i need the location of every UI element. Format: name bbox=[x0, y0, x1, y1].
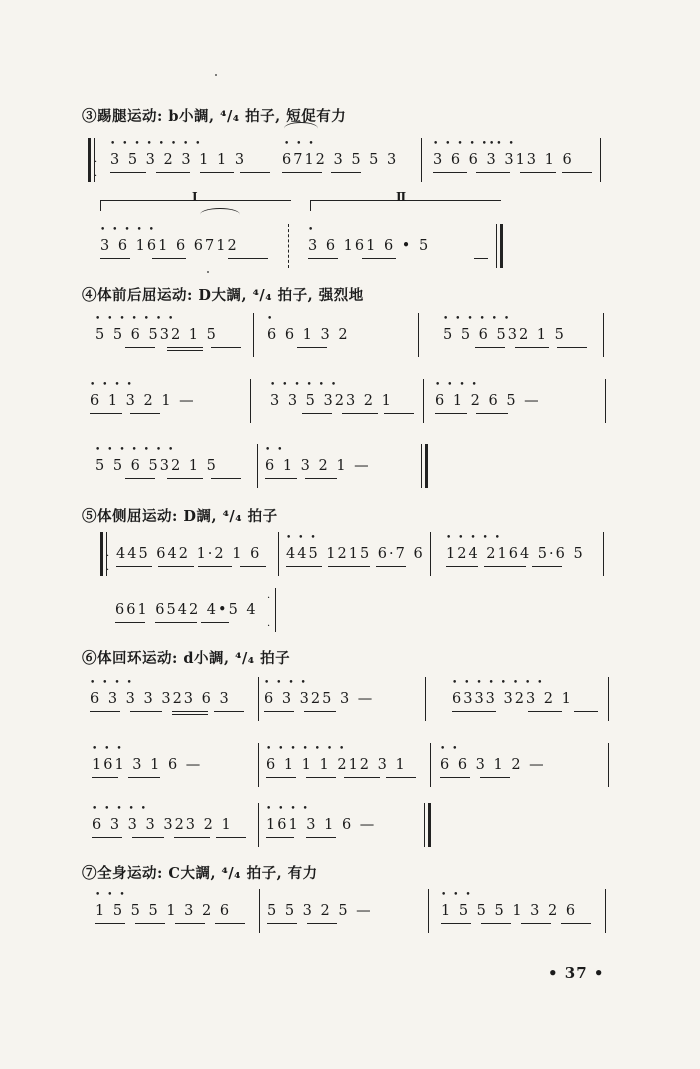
bar-line bbox=[288, 224, 289, 268]
staff-line-5-1: · · 445 642 1·2 1 6 • • • 445 1215 6·7 6 • • • • • 124 2164 5·6 5 bbox=[100, 546, 610, 626]
measure: 6 3 325 3 — bbox=[264, 691, 375, 707]
scan-speck bbox=[207, 271, 209, 273]
section-heading-5: ⑤体侧屈运动: D調, ⁴/₄ 拍子 bbox=[82, 508, 278, 525]
bar-line bbox=[608, 743, 609, 787]
bar-line bbox=[428, 889, 429, 933]
measure: 3 6 6 3 313 1 6 bbox=[433, 152, 574, 168]
section-heading-7: ⑦全身运动: C大調, ⁴/₄ 拍子, 有力 bbox=[82, 865, 318, 882]
measure: 161 3 1 6 — bbox=[92, 757, 203, 773]
measure: 6 6 1 3 2 bbox=[267, 327, 350, 343]
staff-line-7-1: • • • 1 5 5 5 1 3 2 6 5 5 3 2 5 — • • • 1 5 5 5 1 3 2 6 bbox=[95, 903, 615, 983]
bar-line bbox=[603, 532, 604, 576]
end-bar bbox=[496, 224, 497, 268]
measure: 6 3 3 3 323 6 3 bbox=[90, 691, 231, 707]
measure: 1 5 5 5 1 3 2 6 bbox=[441, 903, 578, 919]
measure: 6 6 3 1 2 — bbox=[440, 757, 546, 773]
page-number: • 37 • bbox=[548, 964, 605, 982]
repeat-start-bar bbox=[100, 532, 103, 576]
staff-line-6-1: • • • • 6 3 3 3 323 6 3 • • • • 6 3 325 3 — • • • • • • • • 6333 323 2 1 bbox=[90, 691, 610, 771]
end-bar bbox=[421, 444, 422, 488]
measure: 445 642 1·2 1 6 bbox=[116, 546, 262, 562]
bar-line bbox=[253, 313, 254, 357]
section-heading-3: ③踢腿运动: b小調, ⁴/₄ 拍子, 短促有力 bbox=[82, 108, 347, 125]
measure: 6 1 3 2 1 — bbox=[265, 458, 371, 474]
measure: 3 5 3 2 3 1 1 3 bbox=[110, 152, 247, 168]
end-bar bbox=[424, 803, 425, 847]
staff-line-6-3: • • • • • 6 3 3 3 323 2 1 • • • • 161 3 1 6 — bbox=[92, 817, 452, 897]
bar-line bbox=[600, 138, 601, 182]
staff-line-4-3: • • • • • • • 5 5 6 532 1 5 • • 6 1 3 2 1 — bbox=[95, 458, 435, 538]
measure: 5 5 6 532 1 5 bbox=[95, 327, 218, 343]
staff-line-6-2: • • • 161 3 1 6 — • • • • • • • 6 1 1 1 212 3 1 • • 6 6 3 1 2 — bbox=[92, 757, 612, 837]
measure: 124 2164 5·6 5 bbox=[446, 546, 585, 562]
measure: 3 6 161 6 6712 bbox=[100, 238, 239, 254]
volta-label-2: Ⅱ bbox=[396, 190, 407, 204]
bar-line bbox=[258, 743, 259, 787]
staff-line-3-1: · · • • • • • • • • 3 5 3 2 3 1 1 3 • • • 6712 3 5 5 3 • • • • ••• • 3 6 6 3 313 1 6 bbox=[88, 152, 608, 232]
bar-line bbox=[258, 677, 259, 721]
measure: 1 5 5 5 1 3 2 6 bbox=[95, 903, 232, 919]
bar-line bbox=[257, 444, 258, 488]
staff-line-5-2 bbox=[115, 593, 315, 682]
slur bbox=[200, 208, 240, 221]
bar-line bbox=[608, 677, 609, 721]
bar-line bbox=[250, 379, 251, 423]
bar-line bbox=[430, 743, 431, 787]
slur bbox=[284, 122, 318, 135]
measure: 5 5 6 532 1 5 bbox=[95, 458, 218, 474]
bar-line bbox=[259, 889, 260, 933]
bar-line bbox=[425, 677, 426, 721]
measure: 6 1 3 2 1 — bbox=[90, 393, 196, 409]
repeat-dots: · · bbox=[94, 157, 98, 182]
measure: 661 6542 4•5 4 bbox=[115, 602, 258, 618]
repeat-end-bar bbox=[275, 588, 276, 632]
measure: 6 1 2 6 5 — bbox=[435, 393, 541, 409]
measure: 3 6 161 6 • 5 bbox=[308, 238, 431, 254]
section-heading-4: ④体前后屈运动: D大調, ⁴/₄ 拍子, 强烈地 bbox=[82, 287, 364, 304]
repeat-dots: · · bbox=[267, 593, 271, 632]
repeat-start-bar bbox=[88, 138, 91, 182]
measure: 3 3 5 323 2 1 bbox=[270, 393, 393, 409]
bar-line bbox=[418, 313, 419, 357]
staff-line-4-1: • • • • • • • 5 5 6 532 1 5 • 6 6 1 3 2 • • • • • • 5 5 6 532 1 5 bbox=[95, 327, 615, 407]
measure: 5 5 6 532 1 5 bbox=[443, 327, 566, 343]
staff-line-3-2: Ⅰ Ⅱ • • • • • 3 6 161 6 6712 • 3 6 161 6 • 5 bbox=[100, 238, 520, 318]
section-heading-6: ⑥体回环运动: d小調, ⁴/₄ 拍子 bbox=[82, 650, 291, 667]
measure: 6333 323 2 1 bbox=[452, 691, 573, 707]
repeat-dots: · · bbox=[106, 551, 110, 576]
scan-speck bbox=[215, 74, 217, 76]
measure: 6712 3 5 5 3 bbox=[282, 152, 399, 168]
bar-line bbox=[603, 313, 604, 357]
measure: 6 3 3 3 323 2 1 bbox=[92, 817, 233, 833]
measure: 6 1 1 1 212 3 1 bbox=[266, 757, 407, 773]
staff-line-4-2: • • • • 6 1 3 2 1 — • • • • • • 3 3 5 323 2 1 • • • • 6 1 2 6 5 — bbox=[90, 393, 610, 473]
bar-line bbox=[430, 532, 431, 576]
measure: 5 5 3 2 5 — bbox=[267, 903, 373, 919]
bar-line bbox=[278, 532, 279, 576]
volta-label-1: Ⅰ bbox=[192, 190, 198, 204]
measure: 161 3 1 6 — bbox=[266, 817, 377, 833]
bar-line bbox=[605, 379, 606, 423]
bar-line bbox=[605, 889, 606, 933]
bar-line bbox=[421, 138, 422, 182]
bar-line bbox=[423, 379, 424, 423]
bar-line bbox=[258, 803, 259, 847]
measure: 445 1215 6·7 6 bbox=[286, 546, 425, 562]
